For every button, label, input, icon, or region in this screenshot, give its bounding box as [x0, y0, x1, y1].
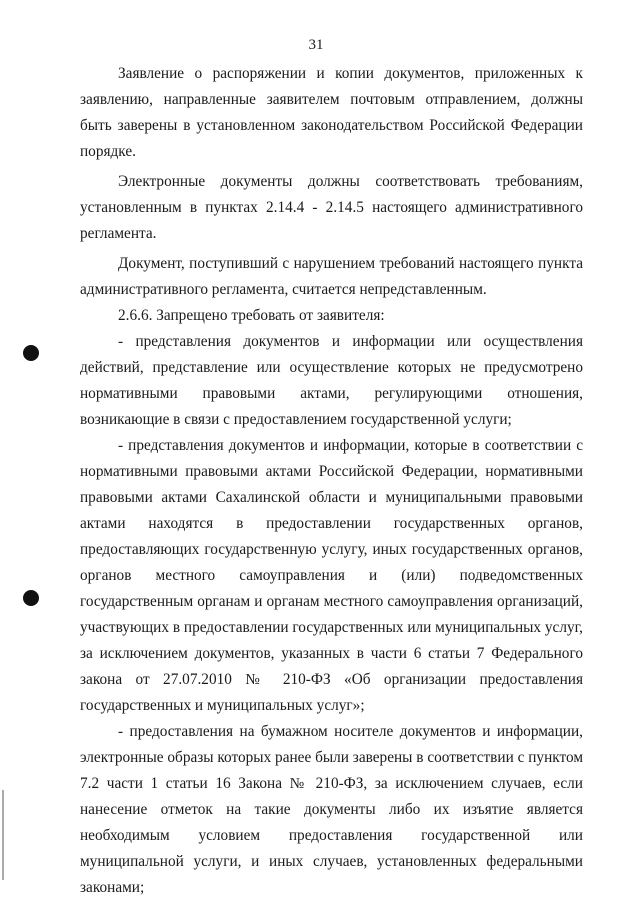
page-number: 31 — [308, 37, 324, 53]
paragraph-section-2-6-6: 2.6.6. Запрещено требовать от заявителя: — [118, 307, 385, 324]
scan-edge-mark — [2, 790, 4, 880]
paragraph-electronic-documents: Электронные документы должны соответствовать требованиям, установленным в пунктах 2.14.4 - 2.14.5 настоящего административного регламента. — [80, 173, 583, 242]
list-item-documents-held-by-authorities: - представления документов и информации, которые в соответствии с нормативными правовыми актами Российской Федерации, нормативными правовыми актами Сахалинской области и муниципальными правовыми актами находятся в предоставлении государственных органов, предоставляющих государственную услугу, иных государственных органов, органов местного самоуправления и (или) подведомственных государственным органам и органам местного самоуправления организаций, участвующих в предоставлении государственных или муниципальных услуг, за исключением документов, указанных в части 6 статьи 7 Федерального закона от 27.07.2010 № 210-ФЗ «Об организации предоставления государственных и муниципальных услуг»; — [80, 437, 583, 714]
paragraph-unsubmitted-document: Документ, поступивший с нарушением требований настоящего пункта административного регламента, считается непредставленным. — [80, 255, 583, 298]
punch-hole-top — [23, 345, 39, 361]
list-item-paper-documents: - предоставления на бумажном носителе документов и информации, электронные образы которых ранее были заверены в соответствии с пунктом 7.2 части 1 статьи 16 Закона № 210-ФЗ, за исключением случаев, если нанесение отметок на такие документы либо их изъятие является необходимым условием предоставления государственной или муниципальной услуги, и иных случаев, установленных федеральными законами; — [80, 723, 583, 896]
list-item-actions-not-required: - представления документов и информации или осуществления действий, представление или осуществление которых не предусмотрено нормативными правовыми актами, регулирующими отношения, возникающие в связи с предоставлением государственной услуги; — [80, 333, 583, 428]
document-body — [80, 61, 583, 901]
punch-hole-bottom — [23, 590, 39, 606]
paragraph-application-copies: Заявление о распоряжении и копии документов, приложенных к заявлению, направленные заявителем почтовым отправлением, должны быть заверены в установленном законодательством Российской Федерации порядке. — [80, 65, 583, 160]
